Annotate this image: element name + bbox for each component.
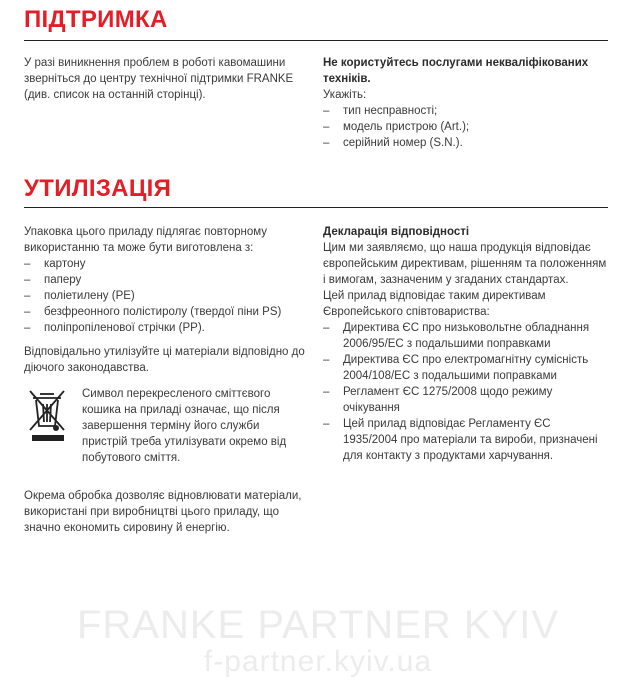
dispose-responsibly-text: Відповідально утилізуйте ці матеріали відповідно до діючого законодавства. [24,346,305,374]
list-item: – модель пристрою (Art.); [323,119,608,135]
support-indicate-list [323,103,608,151]
declaration-text: Цим ми заявляємо, що наша продукція відповідає європейським директивам, рішенням та положенням і вимогам, зазначеним у згаданих стандартах. [323,242,607,286]
list-item: – тип несправності; [323,103,608,119]
support-title: ПІДТРИМКА [24,6,168,33]
bin-symbol-block [24,386,306,466]
list-item: – серійний номер (S.N.). [323,135,608,151]
watermark-url: f-partner.kyiv.ua [203,645,433,678]
declaration-heading: Декларація відповідності [323,226,470,238]
list-item: – картону [24,256,306,272]
list-item: – паперу [24,272,306,288]
support-right-column [323,55,608,151]
list-item: – поліетилену (PE) [24,288,306,304]
list-item: – поліпропіленової стрічки (PP). [24,320,306,336]
list-item: – Регламент ЄС 1275/2008 щодо режиму очікування [323,384,608,416]
disposal-title: УТИЛІЗАЦІЯ [24,175,172,202]
bin-symbol-text: Символ перекресленого сміттєвого кошика на приладі означає, що після завершення терміну його служби пристрій треба утилізувати окремо від побутового сміття. [82,388,287,464]
directives-list [323,320,608,464]
support-indicate-label: Укажіть: [323,89,367,101]
packaging-intro: Упаковка цього приладу підлягає повторному використанню та може бути виготовлена з: [24,226,268,254]
list-item: – безфреонного полістиролу (твердої піни PS) [24,304,306,320]
list-item: – Директива ЄС про електромагнітну сумісність 2004/108/ЕС з подальшими поправками [323,352,608,384]
separate-processing-text: Окрема обробка дозволяє відновлювати матеріали, використані при виробництві цього приладу, що значно економить сировину й енергію. [24,490,302,534]
crossed-out-wheelie-bin-icon [24,386,72,442]
packaging-materials-list [24,256,306,336]
support-divider [24,40,608,41]
disposal-left-column [24,224,306,536]
support-left-column [24,55,299,103]
watermark-title: FRANKE PARTNER KYIV [76,603,560,647]
disposal-right-column [323,224,608,464]
disposal-divider [24,207,608,208]
directives-intro: Цей прилад відповідає таким директивам Європейського співтовариства: [323,290,546,318]
list-item: – Директива ЄС про низьковольтне обладнання 2006/95/ЕС з подальшими поправками [323,320,608,352]
list-item: – Цей прилад відповідає Регламенту ЄС 1935/2004 про матеріали та вироби, призначені для контакту з продуктами харчування. [323,416,608,464]
support-left-text: У разі виникнення проблем в роботі кавомашини зверніться до центру технічної підтримки FRANKE (див. список на останній сторінці). [24,57,294,101]
support-warning: Не користуйтесь послугами некваліфікованих техніків. [323,57,589,85]
